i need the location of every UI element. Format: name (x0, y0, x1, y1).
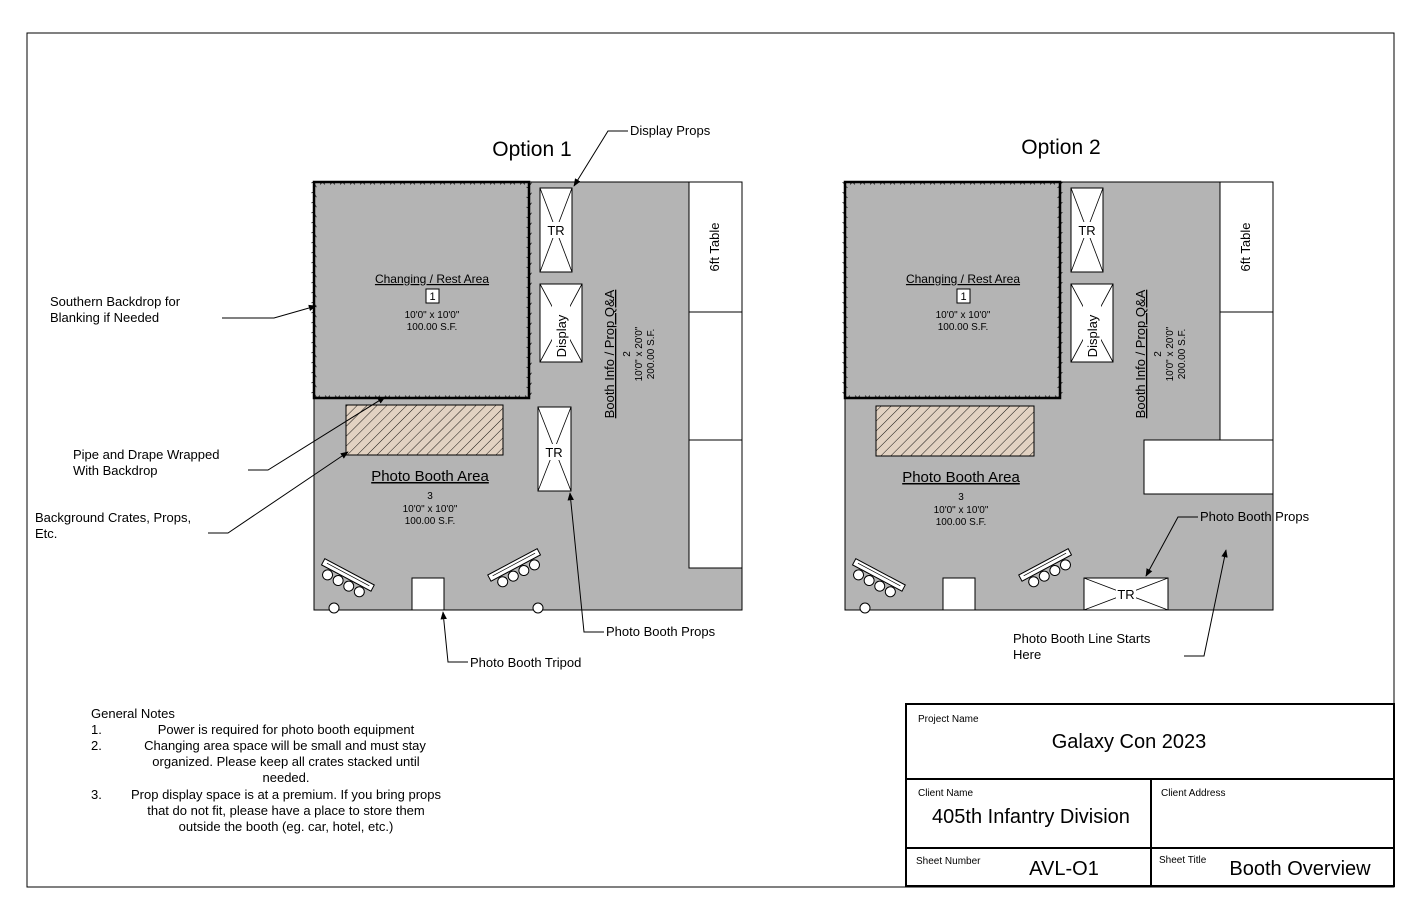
photo-area-label: Photo Booth Area (371, 468, 489, 485)
changing-area-number: 1 (960, 291, 967, 303)
notes-heading: General Notes (91, 706, 175, 721)
booth-info-sf: 200.00 S.F. (1177, 328, 1188, 380)
tr-bottom-label: TR (1117, 587, 1135, 602)
general-notes (91, 706, 441, 834)
changing-area-drape (845, 182, 1060, 398)
changing-area-number: 1 (429, 291, 436, 303)
tr-middle-label: TR (545, 445, 563, 460)
callout-background-crates-1: Background Crates, Props, (35, 510, 192, 525)
booth-info-label: Booth Info / Prop Q&A (602, 289, 617, 419)
photo-area-label: Photo Booth Area (902, 469, 1020, 486)
photo-area-sf: 100.00 S.F. (404, 516, 456, 527)
photo-area-number: 3 (958, 492, 964, 503)
note-3-line-3: outside the booth (eg. car, hotel, etc.) (178, 819, 394, 834)
callout-southern-backdrop-1: Southern Backdrop for (50, 294, 181, 309)
note-2-line-3: needed. (262, 770, 310, 785)
note-2-line-2: organized. Please keep all crates stacked until (152, 754, 420, 769)
booth-info-size: 10'0" x 20'0" (1165, 326, 1176, 382)
option-2-plan (845, 136, 1273, 613)
changing-area-drape (314, 182, 529, 398)
callout-display-props: Display Props (630, 123, 711, 138)
option-1-plan (314, 138, 742, 613)
photo-area-sf: 100.00 S.F. (935, 517, 987, 528)
background-crates (346, 405, 503, 455)
display-label: Display (1085, 314, 1100, 358)
tr-top-label: TR (1078, 223, 1096, 238)
background-crates (876, 406, 1034, 456)
callout-background-crates-2: Etc. (35, 526, 58, 541)
photo-area-size: 10'0" x 10'0" (933, 505, 989, 516)
tripod-box (412, 578, 444, 610)
note-3-line-2: that do not fit, please have a place to store them (147, 803, 425, 818)
note-3-num: 3. (91, 787, 102, 802)
table-2 (689, 312, 742, 440)
callout-photo-booth-props-2: Photo Booth Props (1200, 509, 1310, 524)
changing-area-sf: 100.00 S.F. (937, 322, 989, 333)
callout-photo-booth-tripod: Photo Booth Tripod (470, 655, 582, 670)
tr-top-label: TR (547, 223, 565, 238)
booth-info-number: 2 (622, 351, 633, 357)
table-2 (1220, 312, 1273, 440)
title-block (906, 704, 1394, 886)
six-ft-table-label: 6ft Table (1238, 222, 1253, 272)
sheet-number: AVL-O1 (1029, 858, 1099, 880)
changing-area-size: 10'0" x 10'0" (404, 310, 460, 321)
booth-info-size: 10'0" x 20'0" (634, 326, 645, 382)
option-1-title: Option 1 (492, 138, 572, 161)
option-2-title: Option 2 (1021, 136, 1101, 159)
sheet-number-label: Sheet Number (916, 856, 981, 867)
client-address-label: Client Address (1161, 788, 1226, 799)
client-name-label: Client Name (918, 788, 974, 799)
client-name: 405th Infantry Division (932, 806, 1130, 828)
booth-info-sf: 200.00 S.F. (646, 328, 657, 380)
callout-line-starts-2: Here (1013, 647, 1042, 662)
photo-area-size: 10'0" x 10'0" (402, 504, 458, 515)
callout-pipe-drape-1: Pipe and Drape Wrapped (73, 447, 220, 462)
table-3 (689, 440, 742, 568)
callout-southern-backdrop-2: Blanking if Needed (50, 310, 160, 325)
changing-area-size: 10'0" x 10'0" (935, 310, 991, 321)
note-2-num: 2. (91, 738, 102, 753)
booth-info-number: 2 (1153, 351, 1164, 357)
note-2-line-1: Changing area space will be small and must stay (144, 738, 426, 753)
table-3 (1144, 440, 1273, 494)
booth-info-label: Booth Info / Prop Q&A (1133, 289, 1148, 419)
photo-area-number: 3 (427, 491, 433, 502)
callout-line-starts-1: Photo Booth Line Starts (1013, 631, 1151, 646)
note-1-num: 1. (91, 722, 102, 737)
changing-area-label: Changing / Rest Area (374, 272, 490, 286)
six-ft-table-label: 6ft Table (707, 222, 722, 272)
changing-area-sf: 100.00 S.F. (406, 322, 458, 333)
display-label: Display (554, 314, 569, 358)
tripod-box (943, 578, 975, 610)
sheet-title-label: Sheet Title (1159, 855, 1207, 866)
note-3-line-1: Prop display space is at a premium. If you bring props (131, 787, 441, 802)
note-1-line-1: Power is required for photo booth equipment (157, 722, 415, 737)
callout-pipe-drape-2: With Backdrop (73, 463, 158, 478)
sheet-title: Booth Overview (1229, 858, 1371, 880)
changing-area-label: Changing / Rest Area (905, 272, 1021, 286)
project-name-label: Project Name (918, 714, 979, 725)
project-name: Galaxy Con 2023 (1051, 731, 1207, 753)
callout-photo-booth-props-1: Photo Booth Props (606, 624, 716, 639)
